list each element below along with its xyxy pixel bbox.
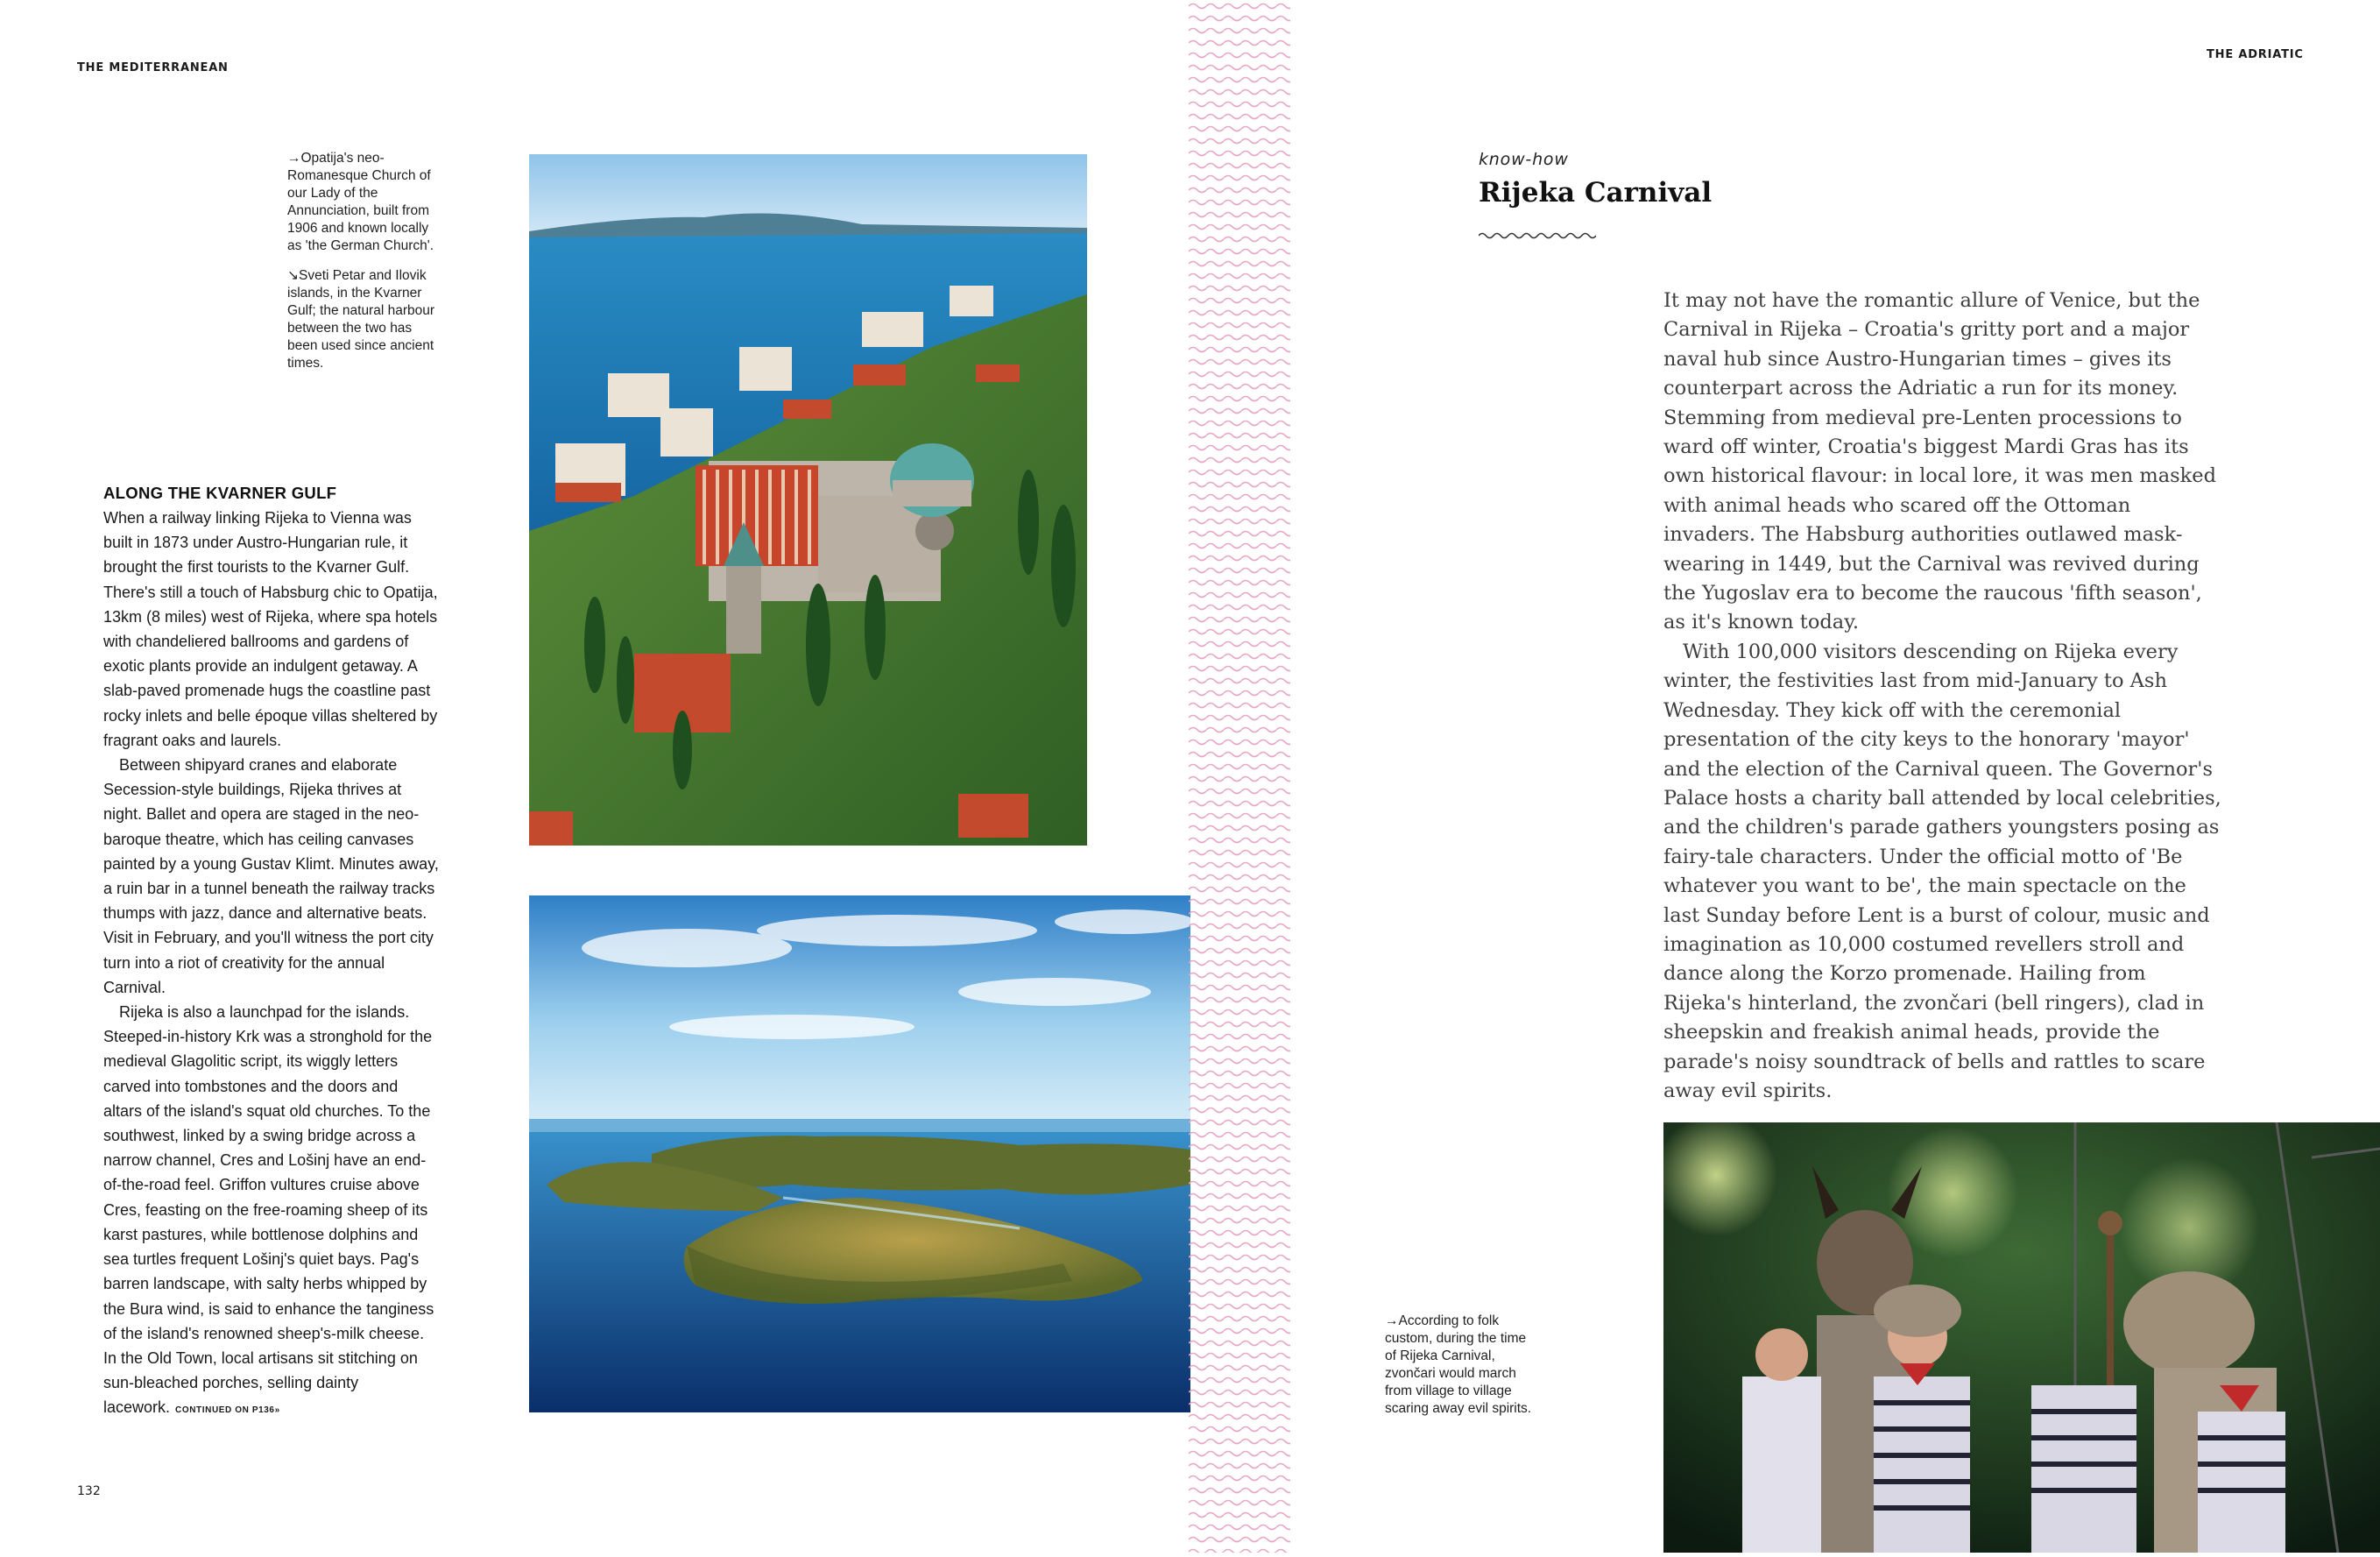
article-column [103, 481, 441, 1424]
article-title: Rijeka Carnival [1479, 177, 1713, 209]
running-head-right: THE ADRIATIC [2207, 48, 2304, 61]
caption-islands: ↘Sveti Petar and Ilovik islands, in the Kvarner Gulf; the natural harbour between the two has been used since ancient times. [287, 268, 435, 371]
article-paragraph [103, 1000, 441, 1423]
running-head-left: THE MEDITERRANEAN [77, 61, 229, 74]
carnival-photo-caption: →According to folk custom, during the time of Rijeka Carnival, zvončari would march from village to village scaring away evil spirits. [1385, 1313, 1532, 1416]
carnival-photo [1663, 1122, 2380, 1553]
page-number: 132 [77, 1484, 101, 1498]
photo-captions [287, 150, 441, 385]
article-paragraph: Between shipyard cranes and elaborate Secession-style buildings, Rijeka thrives at night. Ballet and opera are staged in the neo-baroque theatre, which has ceiling canvases painted by a young Gustav Klimt. Minutes away, a ruin bar in a tunnel beneath the railway tracks thumps with jazz, dance and alternative beats. Visit in February, and you'll witness the port city turn into a riot of creativity for the annual Carnival. [103, 756, 439, 996]
title-wave-divider [1479, 230, 1596, 245]
article-paragraph-text: Rijeka is also a launchpad for the islands. Steeped-in-history Krk was a stronghold for the medieval Glagolitic script, its wiggly letters carved into tombstones and the doors and altars of the island's squat old churches. To the southwest, linked by a swing bridge across a narrow channel, Cres and Lošinj have an end-of-the-road feel. Griffon vultures cruise above Cres, feasting on the free-roaming sheep of its karst pastures, while bottlenose dolphins and sea turtles frequent Lošinj's quiet bays. Pag's barren landscape, with salty herbs whipped by the Bura wind, is said to enhance the tanginess of the island's renowned sheep's-milk cheese. In the Old Town, local artisans sit stitching on sun-bleached porches, selling dainty lacework. [103, 1003, 434, 1417]
section-heading: ALONG THE KVARNER GULF [103, 484, 337, 502]
carnival-paragraph: With 100,000 visitors descending on Rijeka every winter, the festivities last from mid-January to Ash Wednesday. They kick off with the ceremonial presentation of the city keys to the honorary 'mayor' and the election of the Carnival queen. The Governor's Palace hosts a charity ball attended by local celebrities, and the children's parade gathers youngsters posing as fairy-tale characters. Under the official motto of 'Be whatever you want to be', the main spectacle on the last Sunday before Lent is a burst of colour, music and imagination as 10,000 costumed revellers stroll and dance along the Korzo promenade. Hailing from Rijeka's hinterland, the zvončari (bell ringers), clad in sheepskin and freakish animal heads, provide the parade's noisy soundtrack of bells and rattles to scare away evil spirits. [1663, 640, 2221, 1102]
caption-church: →Opatija's neo-Romanesque Church of our Lady of the Annunciation, built from 1906 and known locally as 'the German Church'. [287, 151, 434, 253]
church-photo [529, 154, 1087, 846]
article-paragraph: When a railway linking Rijeka to Vienna was built in 1873 under Austro-Hungarian rule, it brought the first tourists to the Kvarner Gulf. There's still a touch of Habsburg chic to Opatija, 13km (8 miles) west of Rijeka, where spa hotels with chandeliered ballrooms and gardens of exotic plants provide an indulgent getaway. A slab-paved promenade hugs the coastline past rocky inlets and belle époque villas sheltered by fragrant oaks and laurels. [103, 509, 438, 749]
carnival-article [1663, 287, 2224, 1106]
section-kicker: know-how [1479, 150, 1569, 169]
islands-photo [529, 895, 1190, 1412]
carnival-paragraph: It may not have the romantic allure of Venice, but the Carnival in Rijeka – Croatia's gritty port and a major naval hub since Austro-Hungarian times – gives its counterpart across the Adriatic a run for its money. Stemming from medieval pre-Lenten processions to ward off winter, Croatia's biggest Mardi Gras has its own historical flavour: in local lore, it was men masked with animal heads who scared off the Ottoman invaders. The Habsburg authorities outlawed mask-wearing in 1449, but the Carnival was revived during the Yugoslav era to become the raucous 'fifth season', as it's known today. [1663, 289, 2217, 634]
gutter-wave-pattern [1189, 0, 1290, 1553]
continued-link[interactable]: CONTINUED ON P136» [175, 1405, 280, 1416]
